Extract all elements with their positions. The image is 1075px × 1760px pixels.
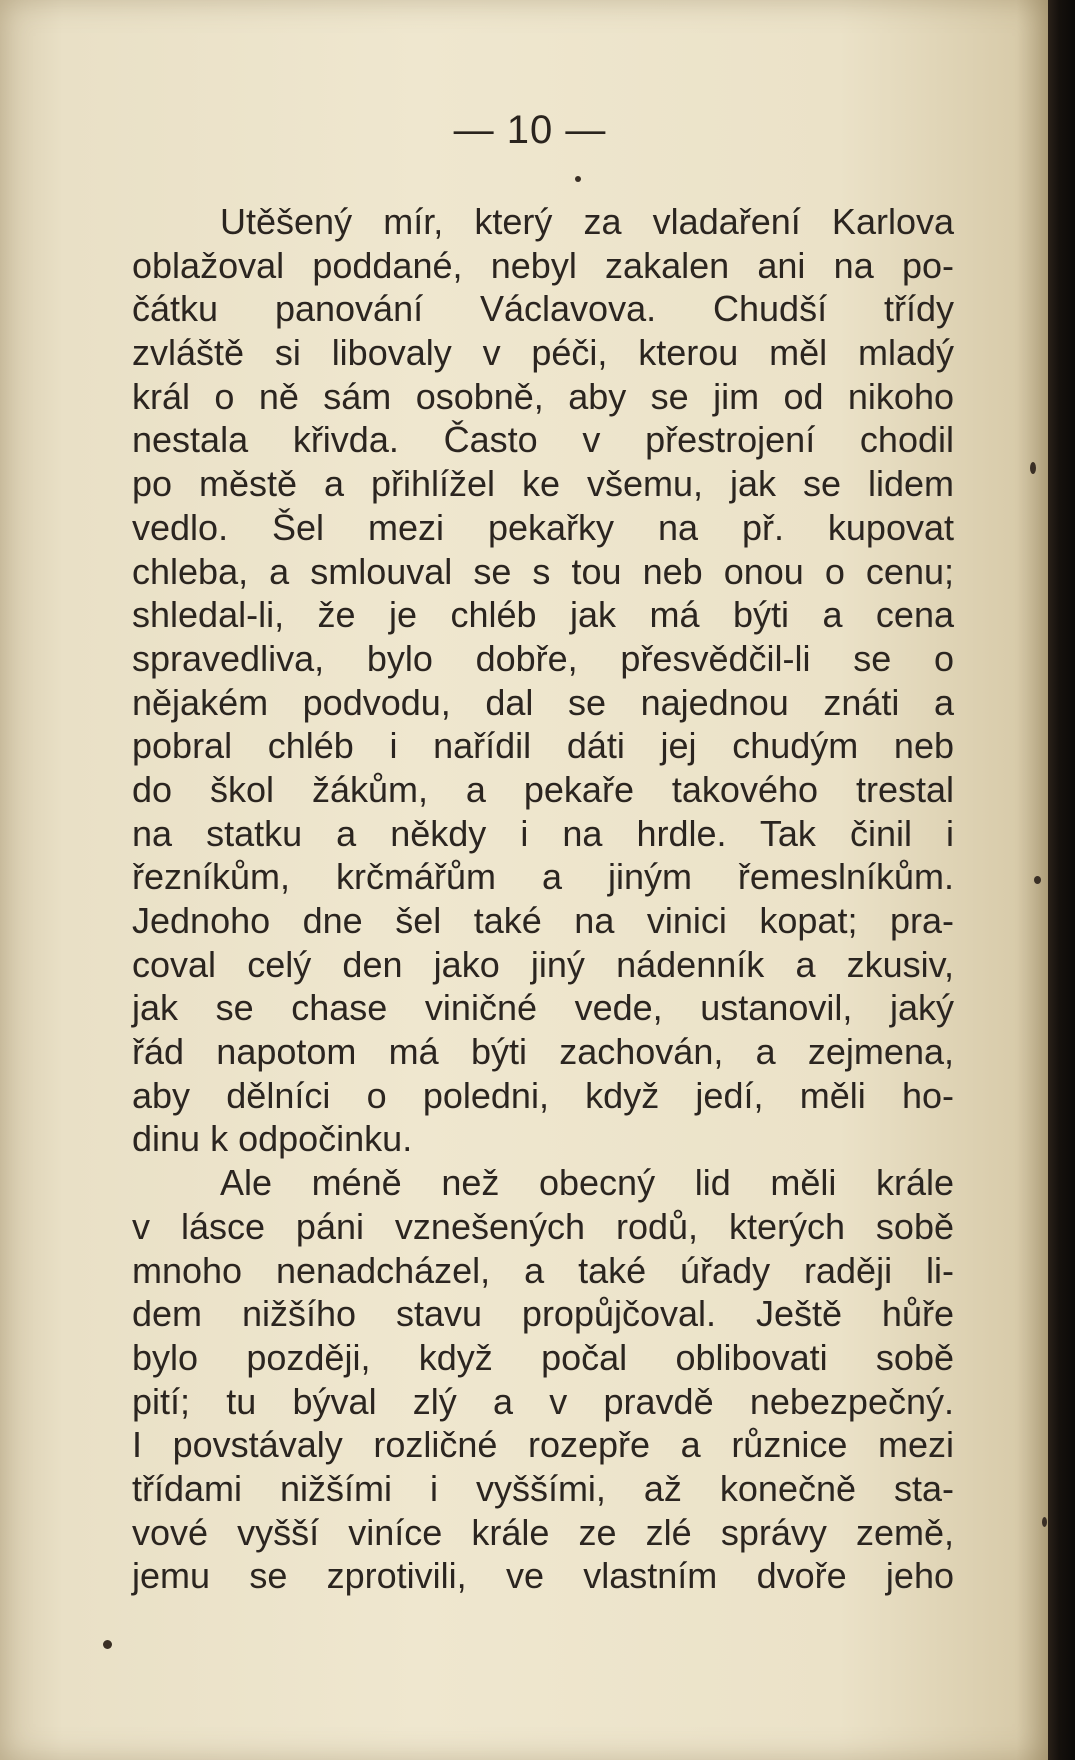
text-line: dem nižšího stavu propůjčoval. Ještě hůře xyxy=(132,1293,954,1335)
text-line: pití; tu býval zlý a v pravdě nebezpečný. xyxy=(132,1380,954,1422)
text-line: Utěšený mír, který za vladaření Karlova xyxy=(220,201,954,242)
ink-speck xyxy=(575,176,581,182)
text-line: vové vyšší viníce krále ze zlé správy země, xyxy=(132,1511,954,1553)
text-line: nějakém podvodu, dal se najednou znáti a xyxy=(132,681,954,723)
ink-speck xyxy=(1034,876,1041,884)
text-line: Jednoho dne šel také na vinici kopat; pra- xyxy=(132,900,954,941)
text-line: nestala křivda. Často v přestrojení chodil xyxy=(132,419,954,461)
page-number: — 10 — xyxy=(453,108,607,152)
text-line: čátku panování Václavova. Chudší třídy xyxy=(132,288,954,330)
text-line: Ale méně než obecný lid měli krále xyxy=(220,1162,954,1204)
text-line: jak se chase viničné vede, ustanovil, jaký xyxy=(132,987,954,1029)
text-line: řezníkům, krčmářům a jiným řemeslníkům. xyxy=(132,856,954,898)
text-line: třídami nižšími i vyššími, až konečně sta- xyxy=(132,1467,954,1509)
text-line: pobral chléb i nařídil dáti jej chudým neb xyxy=(132,725,954,767)
text-line: vedlo. Šel mezi pekařky na př. kupovat xyxy=(132,506,954,548)
body-text xyxy=(132,200,954,1598)
text-line: mnoho nenadcházel, a také úřady raději li- xyxy=(132,1249,954,1291)
text-line: do škol žákům, a pekaře takového trestal xyxy=(132,768,954,810)
ink-speck xyxy=(1042,1517,1047,1527)
text-line: coval celý den jako jiný nádenník a zkusiv, xyxy=(132,943,954,985)
text-line: král o ně sám osobně, aby se jim od nikoho xyxy=(132,375,954,417)
text-line: chleba, a smlouval se s tou neb onou o cenu; xyxy=(132,550,954,592)
text-line: shledal-li, že je chléb jak má býti a cena xyxy=(132,594,954,636)
ink-speck xyxy=(1030,462,1036,474)
text-line: zvláště si libovaly v péči, kterou měl mladý xyxy=(132,332,954,374)
text-line: aby dělníci o poledni, když jedí, měli ho- xyxy=(132,1074,954,1116)
text-line: v lásce páni vznešených rodů, kterých sobě xyxy=(132,1205,954,1247)
text-line: na statku a někdy i na hrdle. Tak činil i xyxy=(132,812,954,854)
text-line: po městě a přihlížel ke všemu, jak se lidem xyxy=(132,463,954,505)
text-line: řád napotom má býti zachován, a zejmena, xyxy=(132,1031,954,1073)
text-line: dinu k odpočinku. xyxy=(132,1118,413,1160)
text-line: bylo později, když počal oblibovati sobě xyxy=(132,1336,954,1378)
page-edge-shadow xyxy=(1048,0,1075,1760)
text-line: spravedliva, bylo dobře, přesvědčil-li se o xyxy=(132,637,954,679)
ink-speck xyxy=(103,1640,112,1649)
text-line: I povstávaly rozličné rozepře a různice mezi xyxy=(132,1424,954,1466)
text-line: oblažoval poddané, nebyl zakalen ani na po- xyxy=(132,244,954,286)
text-line: jemu se zprotivili, ve vlastním dvoře jeho xyxy=(132,1555,954,1597)
